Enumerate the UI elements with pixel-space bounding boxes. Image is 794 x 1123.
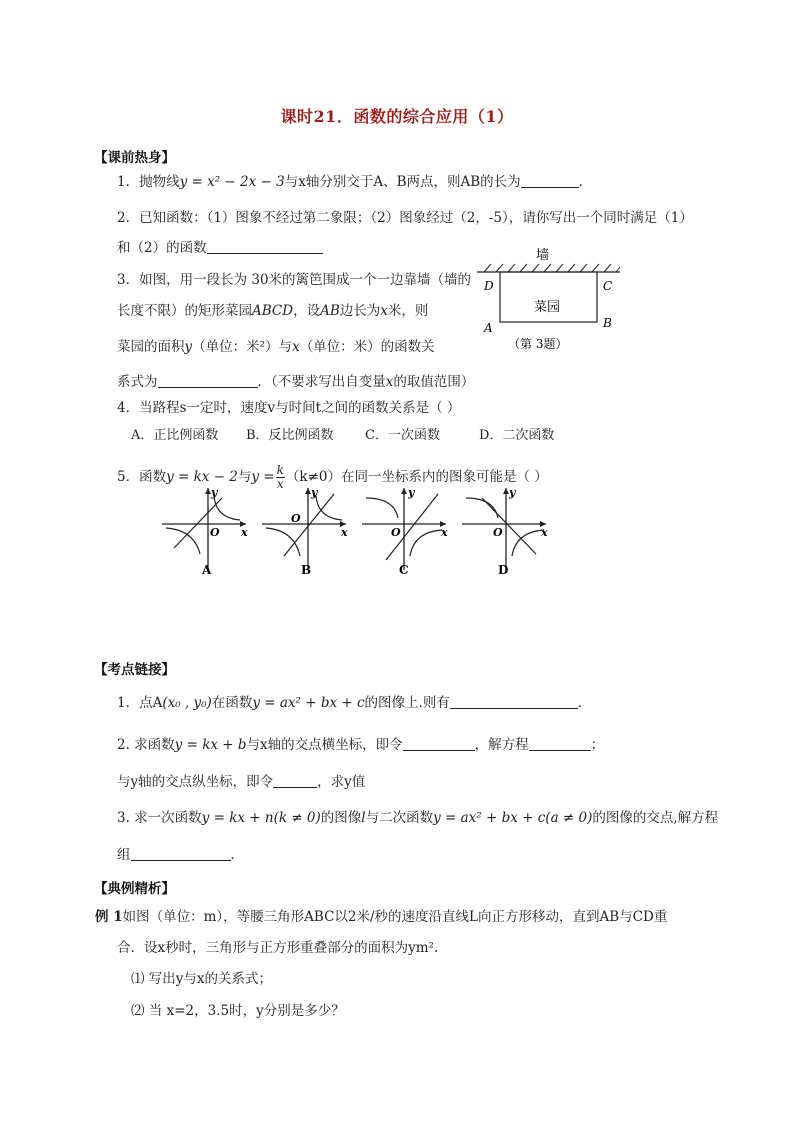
- l3-text: 组: [117, 847, 131, 863]
- l2-expr: y = kx + b: [174, 737, 247, 753]
- l3-expr-linear: y = kx + n(k ≠ 0): [201, 810, 321, 826]
- q5-y: y =: [251, 469, 275, 485]
- graph-a: [162, 486, 248, 570]
- l2-text: ，解方程: [474, 737, 529, 753]
- q5-denominator: x: [276, 477, 284, 491]
- graph-d: [462, 486, 548, 570]
- q3-text: 菜园的面积: [117, 339, 185, 355]
- origin-label: O: [391, 526, 401, 539]
- example1-line2: 合．设x秒时，三角形与正方形重叠部分的面积为ym².: [117, 940, 439, 956]
- l3-text: 3. 求一次函数: [117, 810, 202, 826]
- warmup-q3-line4: [117, 373, 474, 391]
- q2-answer-blank[interactable]: [207, 239, 323, 254]
- axis-x-label: x: [441, 526, 448, 539]
- example1-label: 例 1: [95, 909, 123, 925]
- example1-line1: [95, 908, 667, 926]
- page-title: 课时21．函数的综合应用（1）: [280, 107, 514, 126]
- warmup-q3-line2: [117, 302, 428, 320]
- fig-label-d: D: [484, 279, 494, 293]
- links-item3-line2: [117, 846, 244, 864]
- warmup-q4: 4．当路程s一定时，速度v与时间t之间的函数关系是（ ）: [117, 400, 461, 416]
- fig-garden-label: 菜园: [534, 300, 561, 315]
- l2-text: 2. 求函数: [117, 737, 175, 753]
- fig-label-c: C: [603, 279, 613, 293]
- l1-answer-blank[interactable]: [450, 694, 578, 709]
- q3-x: x: [385, 374, 394, 390]
- q1-end: ．: [578, 174, 593, 190]
- q3-text: 边长为: [339, 303, 381, 319]
- q3-x: x: [292, 339, 300, 355]
- links-item3-line1: [117, 809, 718, 827]
- axis-x-label: x: [241, 526, 248, 539]
- l3-l: l: [361, 810, 366, 826]
- axis-x-label: x: [341, 526, 348, 539]
- l2-end: ；: [590, 737, 605, 753]
- q3-answer-blank[interactable]: [158, 373, 258, 388]
- axis-y-label: y: [509, 486, 516, 499]
- l3-text: 的图像的交点,解方程: [592, 810, 719, 826]
- q3-text: 系式为: [117, 374, 158, 390]
- origin-label: O: [493, 526, 503, 539]
- q3-text: （单位：米）的函数关: [299, 339, 435, 355]
- example1-question1: ⑴ 写出y与x的关系式；: [131, 971, 273, 987]
- q1-number: 1．: [117, 174, 140, 190]
- graph-label-a: A: [202, 563, 212, 576]
- graph-b: [262, 486, 348, 570]
- q5-graphs: [158, 484, 558, 576]
- q3-abcd: ABCD: [252, 303, 294, 319]
- q2-text: 和（2）的函数: [117, 240, 207, 256]
- warmup-q2-line2: [117, 239, 323, 257]
- q3-text: ，设: [293, 303, 321, 319]
- example1-question2: ⑵ 当 x=2，3.5时，y分别是多少？: [131, 1003, 345, 1019]
- links-item1: [117, 694, 591, 712]
- example1-text: 如图（单位：m），等腰三角形ABC以2米/秒的速度沿直线L向正方形移动，直到AB与CD重: [122, 909, 668, 925]
- q5-expr: y = kx − 2: [166, 469, 238, 485]
- q3-text: 米，则: [387, 303, 429, 319]
- warmup-q1: [117, 173, 592, 191]
- q5-text: 与: [237, 469, 252, 485]
- fig-label-b: B: [603, 316, 612, 330]
- q3-text: 长度不限）的矩形菜园: [117, 303, 252, 319]
- l2-answer-blank-2[interactable]: [529, 736, 591, 751]
- l2-text: ，求y值: [317, 774, 366, 790]
- graph-c: [362, 486, 448, 570]
- graph-label-b: B: [301, 563, 312, 576]
- l2-text: 与x轴的交点横坐标，即令: [246, 737, 403, 753]
- warmup-q2-line1: 2．已知函数：（1）图象不经过第二象限；（2）图象经过（2，-5），请你写出一个同时满足（1）: [117, 210, 693, 226]
- q1-text-a: 抛物线: [139, 174, 180, 190]
- origin-label: O: [291, 512, 301, 525]
- q1-expression: y = x² − 2x − 3: [179, 174, 285, 190]
- q3-x: x: [380, 303, 388, 319]
- q5-text: 5．函数: [117, 469, 167, 485]
- warmup-q3-line3: [117, 338, 435, 356]
- section-warmup-heading: 【课前热身】: [94, 150, 175, 166]
- fig-wall-label: 墙: [536, 248, 550, 263]
- q5-numerator: k: [276, 463, 284, 477]
- l1-text: 1．点A: [117, 695, 163, 711]
- q3-figure: [472, 244, 632, 356]
- q3-text: （单位：米²）与: [192, 339, 293, 355]
- q1-answer-blank[interactable]: [521, 173, 579, 188]
- warmup-q3-line1: 3．如图，用一段长为 30米的篱笆围成一个一边靠墙（墙的: [117, 272, 472, 288]
- origin-label: O: [210, 526, 220, 539]
- l1-end: ．: [577, 695, 592, 711]
- links-item2-line1: [117, 736, 604, 754]
- q5-text: （k≠0）在同一坐标系内的图象可能是（ ）: [285, 469, 548, 485]
- l1-expr: y = ax² + bx + c: [252, 695, 365, 711]
- l2-answer-blank-1[interactable]: [403, 736, 475, 751]
- l1-text: 在函数: [211, 695, 253, 711]
- q1-text-b: 与x轴分别交于A、B两点，则AB的长为: [284, 174, 521, 190]
- graph-label-c: C: [399, 563, 409, 576]
- axis-y-label: y: [211, 486, 218, 499]
- q3-text: ．（不要求写出自变量: [257, 374, 386, 390]
- axis-x-label: x: [541, 526, 548, 539]
- l1-point: (x₀ , y₀): [162, 695, 212, 711]
- fig-wall-hatching: [484, 264, 620, 272]
- l3-text: 的图像: [320, 810, 362, 826]
- l3-answer-blank[interactable]: [131, 846, 231, 861]
- links-item2-line2: [117, 773, 365, 791]
- q3-y: y: [184, 339, 193, 355]
- axis-y-label: y: [408, 486, 415, 499]
- graph-label-d: D: [498, 563, 509, 576]
- l2-answer-blank-3[interactable]: [273, 773, 317, 788]
- l3-text: 与二次函数: [365, 810, 434, 826]
- axis-y-label: y: [311, 486, 318, 499]
- fig-label-a: A: [484, 321, 493, 335]
- q3-ab: AB: [320, 303, 340, 319]
- fig-caption: （第 3题）: [508, 337, 568, 351]
- section-links-heading: 【考点链接】: [94, 662, 175, 678]
- q4-option-b: B．反比例函数: [246, 428, 334, 443]
- l1-text: 的图像上.则有: [364, 695, 450, 711]
- q4-option-a: A．正比例函数: [131, 428, 219, 443]
- q4-option-d: D．二次函数: [479, 428, 555, 443]
- l2-text: 与y轴的交点纵坐标，即令: [117, 774, 274, 790]
- q3-text: 的取值范围）: [393, 374, 475, 390]
- section-examples-heading: 【典例精析】: [94, 881, 175, 897]
- l3-expr-quadratic: y = ax² + bx + c(a ≠ 0): [433, 810, 593, 826]
- q4-option-c: C．一次函数: [365, 428, 440, 443]
- l3-end: ．: [230, 847, 244, 863]
